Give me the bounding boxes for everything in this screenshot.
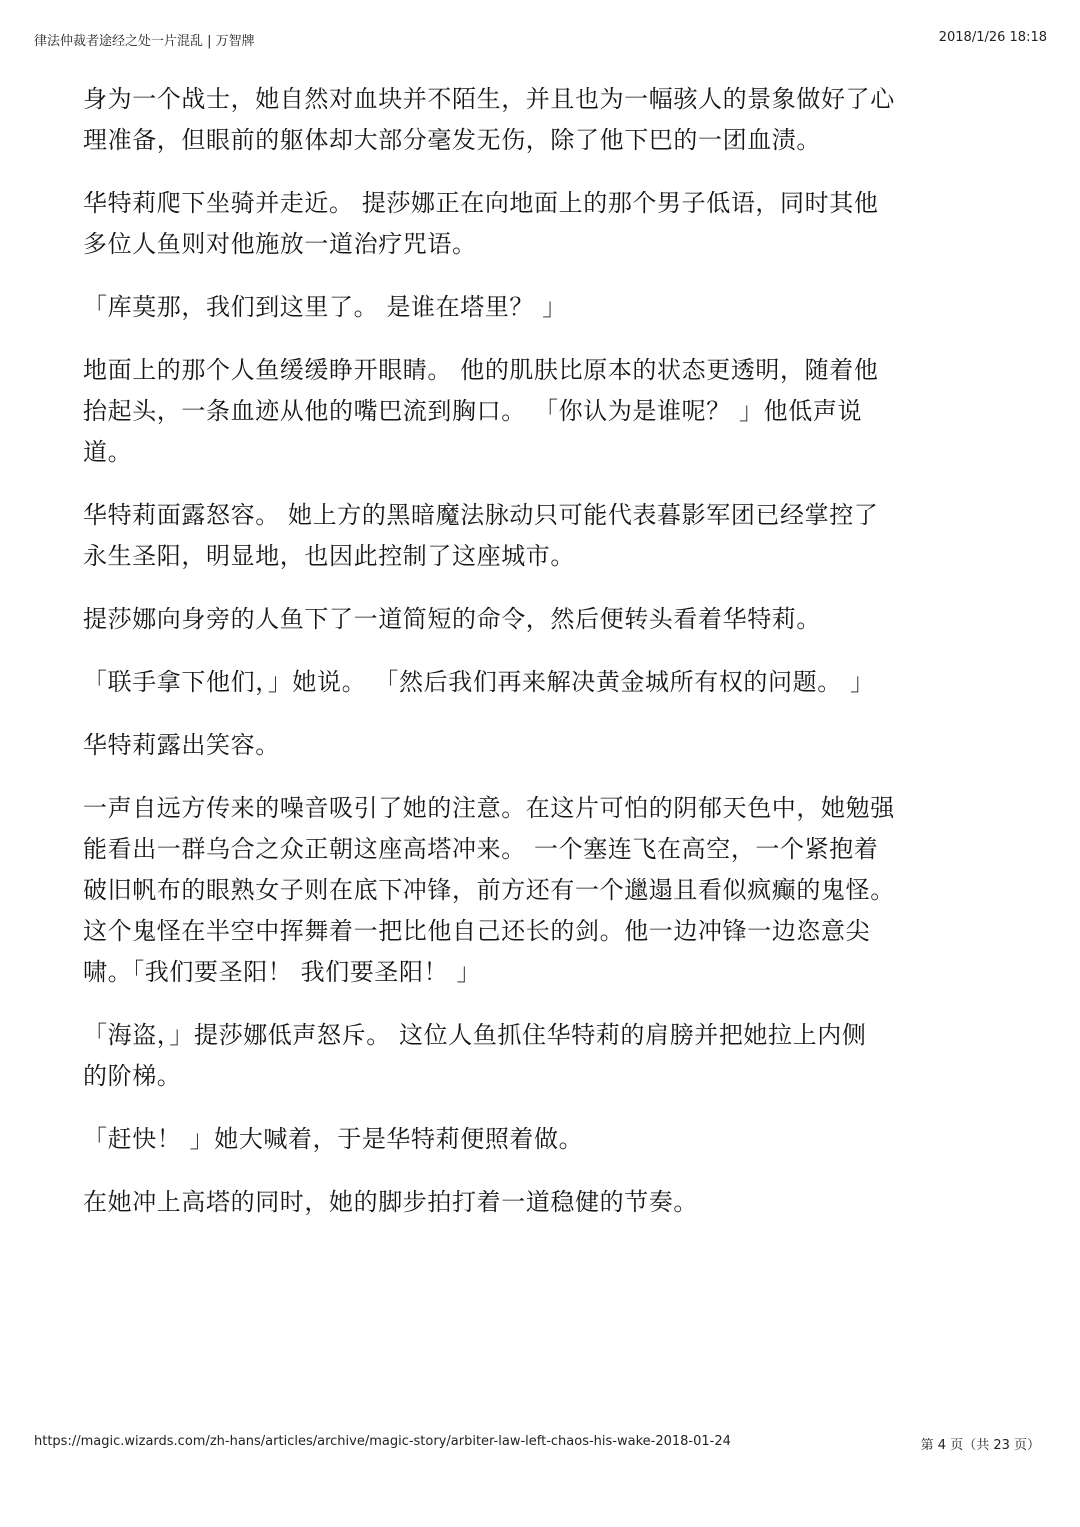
paragraph: 华特莉爬下坐骑并走近。 提莎娜正在向地面上的那个男子低语，同时其他 多位人鱼则对他施放一道治疗咒语。 xyxy=(83,189,879,258)
paragraph: 在她冲上高塔的同时，她的脚步拍打着一道稳健的节奏。 xyxy=(83,1188,698,1216)
article-body xyxy=(83,79,998,1245)
paragraph: 「海盗，」提莎娜低声怒斥。 这位人鱼抓住华特莉的肩膀并把她拉上内侧 的阶梯。 xyxy=(83,1021,867,1090)
paragraph: 一声自远方传来的噪音吸引了她的注意。在这片可怕的阴郁天色中，她勉强 能看出一群乌合之众正朝这座高塔冲来。 一个塞连飞在高空，一个紧抱着 破旧帆布的眼熟女子则在底下冲锋，前方还有一个邋遢且看似疯癫的鬼怪。 这个鬼怪在半空中挥舞着一把比他自己还长的剑。他一边冲锋一边恣意尖 啸。「我们要圣阳！ 我们要圣阳！ 」 xyxy=(83,794,895,986)
paragraph: 提莎娜向身旁的人鱼下了一道简短的命令，然后便转头看着华特莉。 xyxy=(83,605,821,633)
page-footer-page-number: 第 4 页（共 23 页） xyxy=(920,1438,1040,1453)
page-header-title: 律法仲裁者途经之处一片混乱 | 万智牌 xyxy=(34,34,255,49)
page-header-datetime: 2018/1/26 18:18 xyxy=(938,30,1047,45)
paragraph: 地面上的那个人鱼缓缓睁开眼睛。 他的肌肤比原本的状态更透明，随着他 抬起头，一条血迹从他的嘴巴流到胸口。 「你认为是谁呢？ 」他低声说 道。 xyxy=(83,356,879,466)
paragraph: 「赶快！ 」她大喊着，于是华特莉便照着做。 xyxy=(83,1125,584,1153)
paragraph: 「库莫那，我们到这里了。 是谁在塔里？ 」 xyxy=(83,293,567,321)
paragraph: 身为一个战士，她自然对血块并不陌生，并且也为一幅骇人的景象做好了心 理准备，但眼前的躯体却大部分毫发无伤，除了他下巴的一团血渍。 xyxy=(83,85,895,154)
paragraph: 华特莉面露怒容。 她上方的黑暗魔法脉动只可能代表暮影军团已经掌控了 永生圣阳，明显地，也因此控制了这座城市。 xyxy=(83,501,879,570)
paragraph: 华特莉露出笑容。 xyxy=(83,731,280,759)
page-footer-url: https://magic.wizards.com/zh-hans/articles/archive/magic-story/arbiter-law-left-chaos-his-wake-2018-01-24 xyxy=(34,1434,731,1449)
paragraph: 「联手拿下他们，」她说。 「然后我们再来解决黄金城所有权的问题。 」 xyxy=(83,668,875,696)
